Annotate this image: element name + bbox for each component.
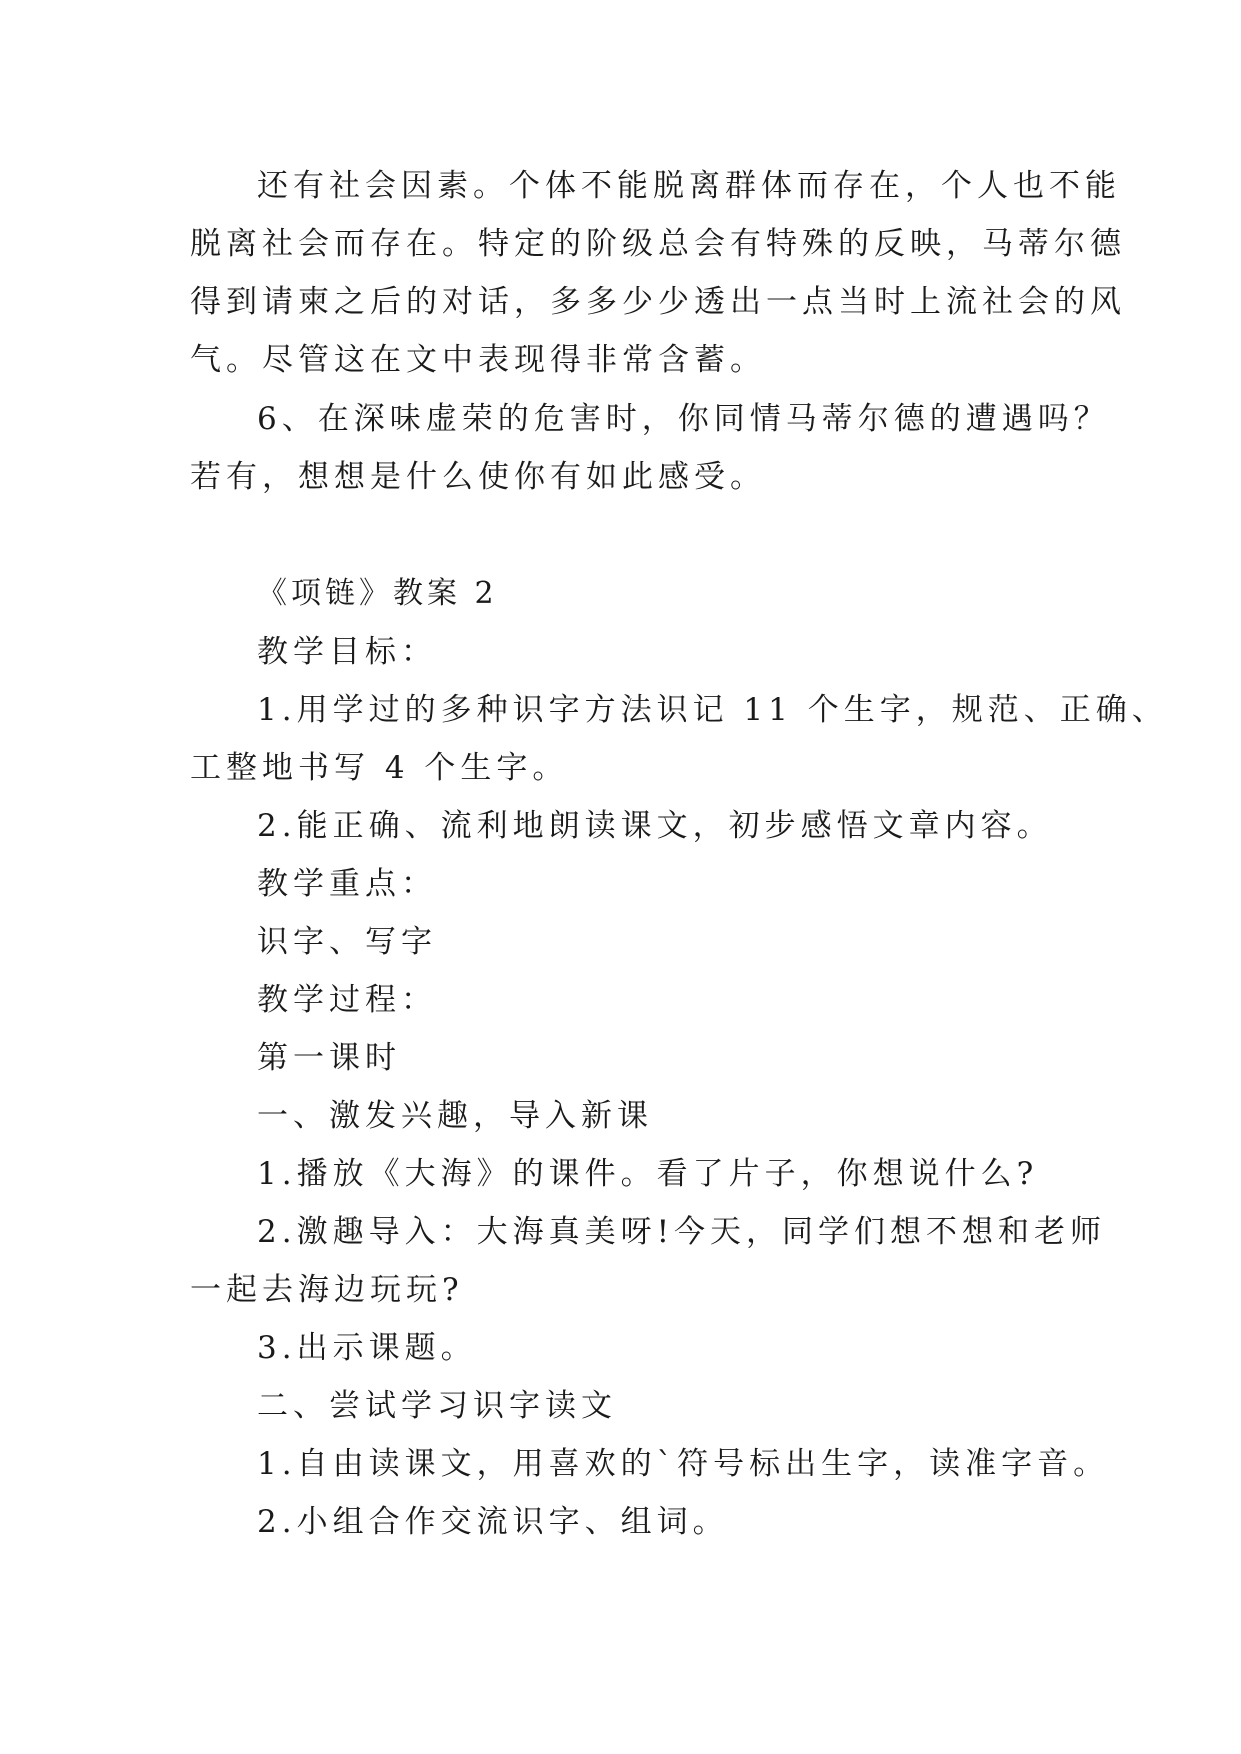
- list-item: 2.小组合作交流识字、组词。: [257, 1504, 729, 1540]
- list-item: 3.出示课题。: [257, 1330, 477, 1366]
- list-item: 1.用学过的多种识字方法识记 11 个生字，规范、正确、: [257, 692, 1168, 728]
- subheading-key-points: 教学重点：: [257, 866, 437, 902]
- paragraph-line: 还有社会因素。个体不能脱离群体而存在，个人也不能: [257, 168, 1121, 204]
- section-title: 《项链》教案 2: [257, 576, 498, 611]
- list-item-continuation: 一起去海边玩玩?: [190, 1272, 464, 1308]
- list-item: 2.能正确、流利地朗读课文，初步感悟文章内容。: [257, 808, 1053, 844]
- step-heading: 一、激发兴趣，导入新课: [257, 1098, 653, 1134]
- question-line: 若有，想想是什么使你有如此感受。: [190, 459, 766, 495]
- list-item-continuation: 工整地书写 4 个生字。: [190, 750, 569, 786]
- list-item: 2.激趣导入：大海真美呀!今天，同学们想不想和老师: [257, 1214, 1107, 1250]
- paragraph-line: 得到请柬之后的对话，多多少少透出一点当时上流社会的风: [190, 284, 1126, 320]
- subheading-process: 教学过程：: [257, 982, 437, 1018]
- step-heading: 二、尝试学习识字读文: [257, 1388, 617, 1424]
- paragraph-line: 气。尽管这在文中表现得非常含蓄。: [190, 342, 766, 378]
- list-item: 1.自由读课文，用喜欢的`符号标出生字，读准字音。: [257, 1446, 1110, 1482]
- subheading-first-lesson: 第一课时: [257, 1040, 401, 1076]
- subheading-teaching-goals: 教学目标：: [257, 634, 437, 670]
- list-item: 1.播放《大海》的课件。看了片子，你想说什么?: [257, 1156, 1039, 1192]
- paragraph-line: 脱离社会而存在。特定的阶级总会有特殊的反映，马蒂尔德: [190, 226, 1126, 262]
- question-line: 6、在深味虚荣的危害时，你同情马蒂尔德的遭遇吗？: [257, 401, 1110, 437]
- paragraph-line: 识字、写字: [257, 924, 437, 960]
